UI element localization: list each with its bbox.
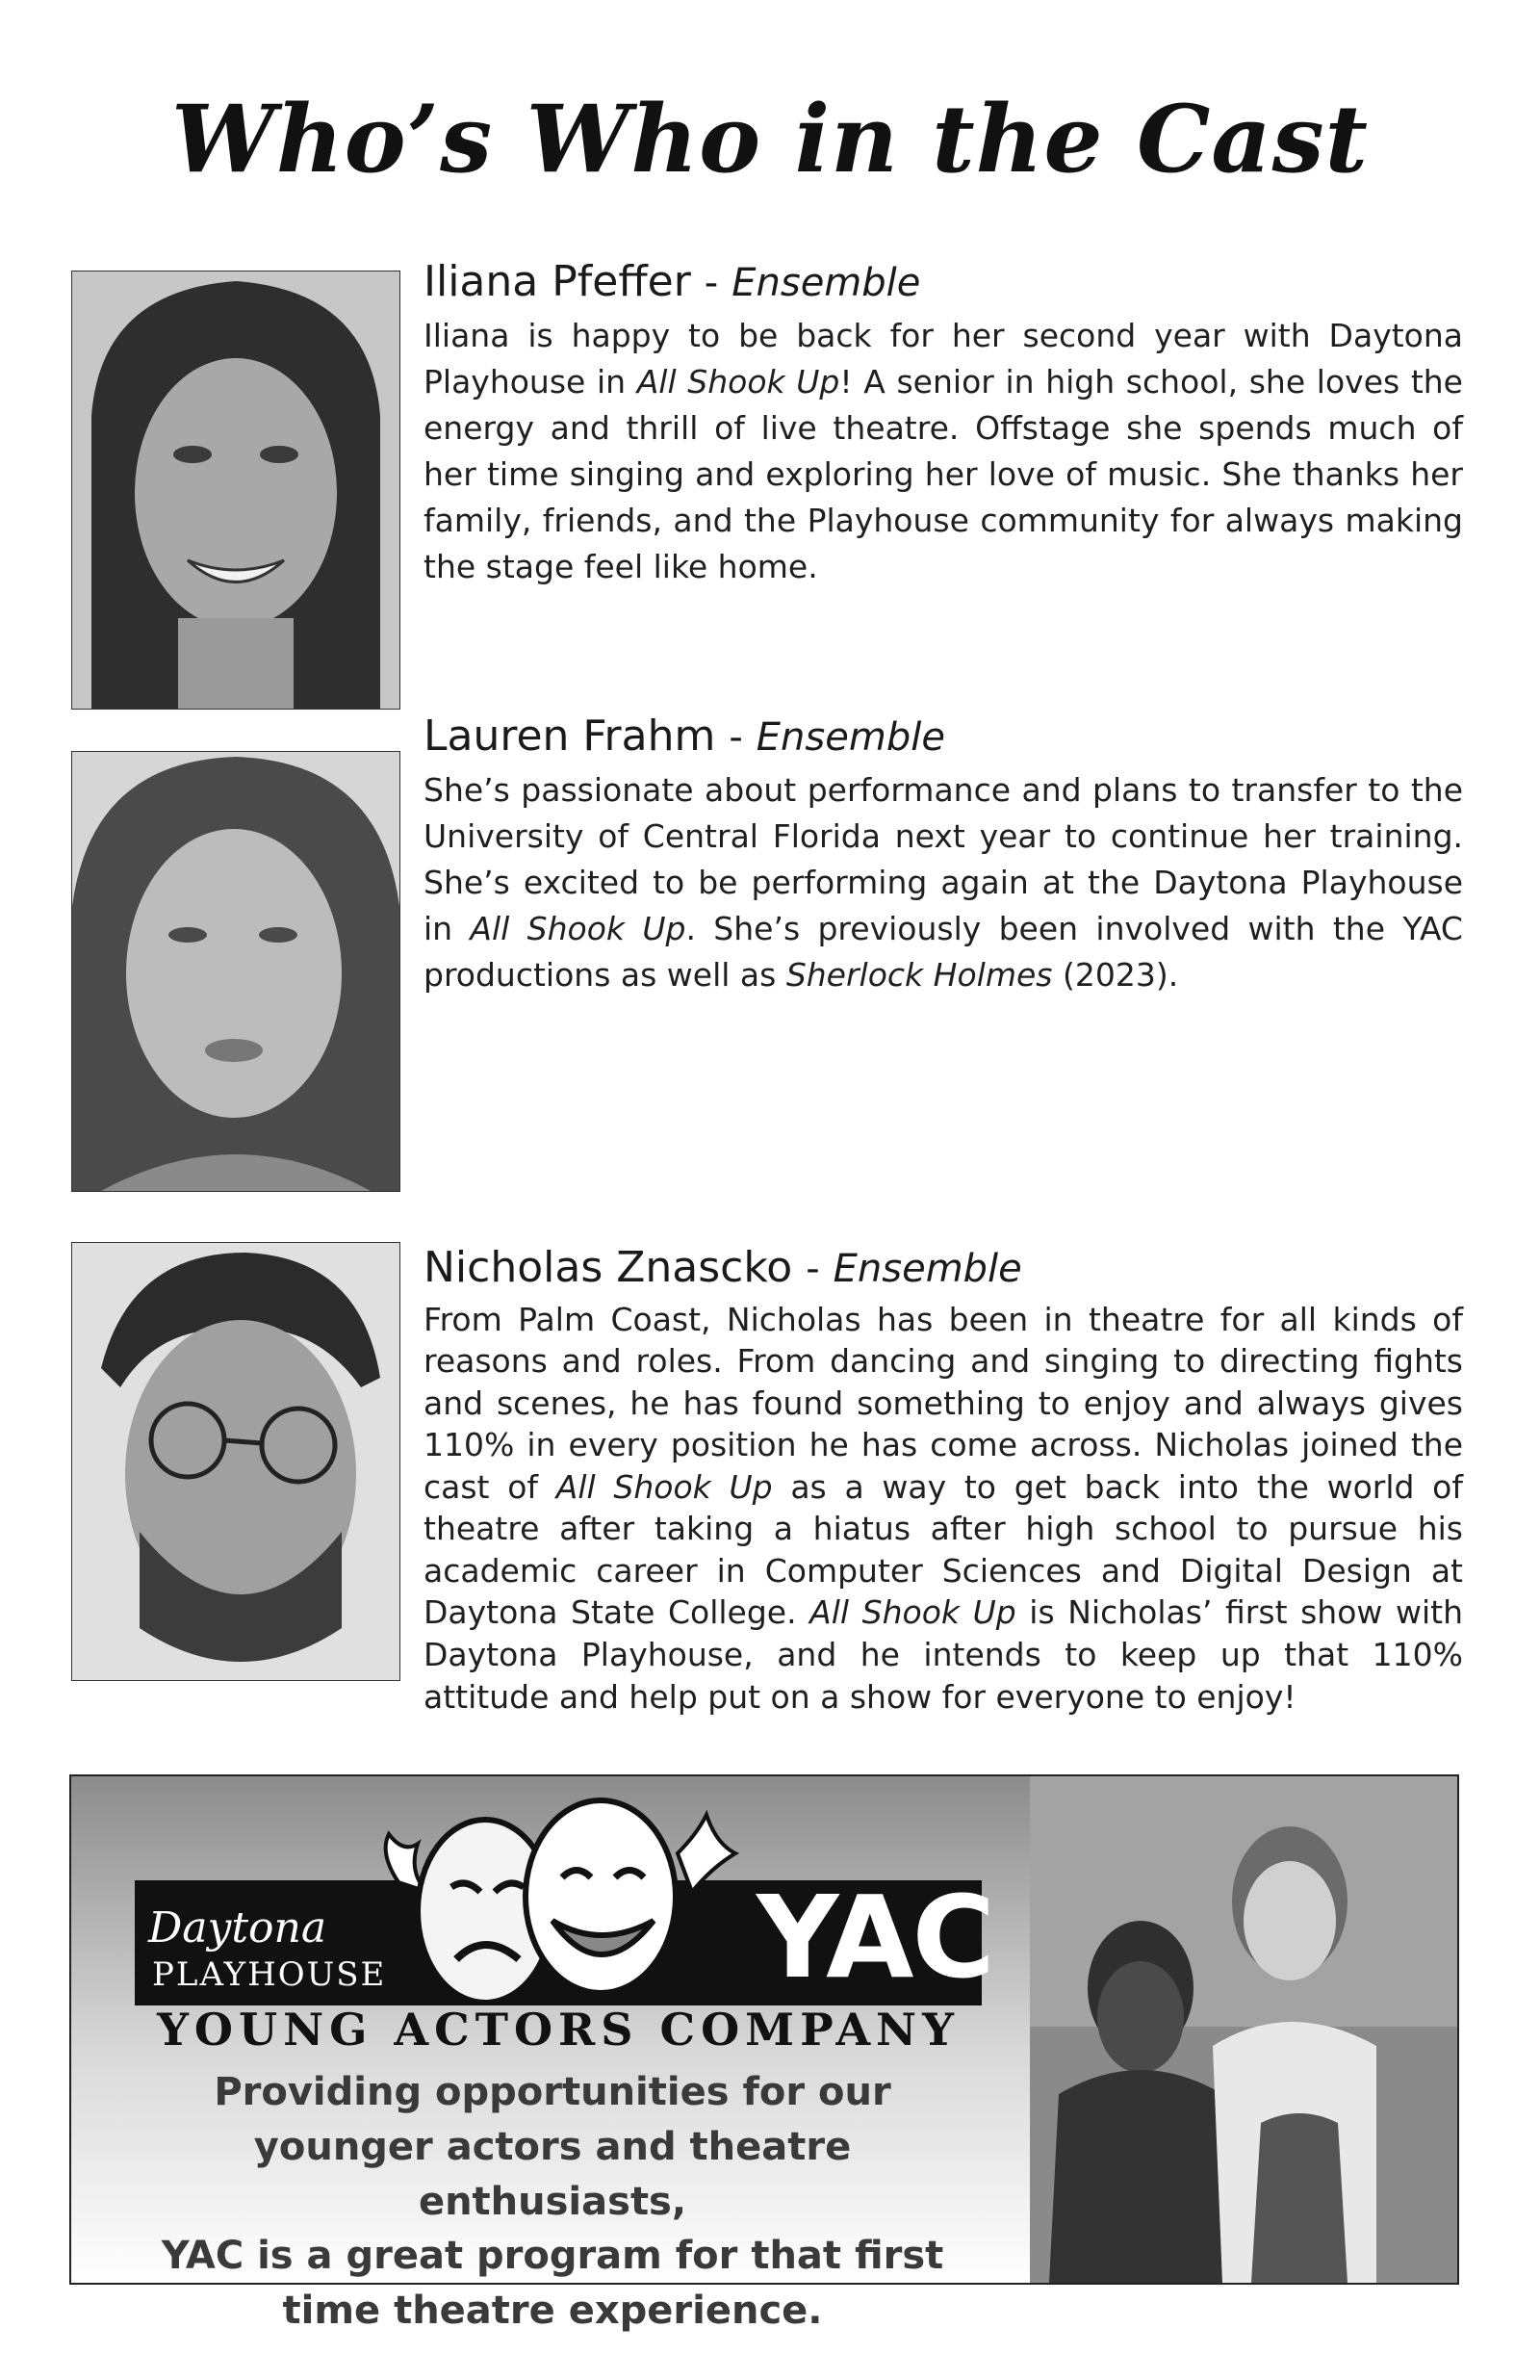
name-separator: - (704, 261, 719, 305)
cast-name-heading (424, 712, 1463, 762)
theatre-masks-icon (360, 1796, 764, 2017)
yac-advertisement (69, 1774, 1459, 2334)
name-separator: - (806, 1247, 820, 1291)
yac-company-name: YOUNG ACTORS COMPANY (157, 2004, 960, 2056)
tagline-line: Providing opportunities for our (214, 2070, 891, 2114)
bio-block-nicholas (424, 1244, 1463, 1718)
tagline-line: time theatre experience. (282, 2289, 823, 2334)
yac-acronym: YAC (757, 1871, 994, 2004)
cast-role: Ensemble (833, 1247, 1022, 1291)
name-separator: - (729, 715, 743, 760)
yac-tagline (139, 2065, 966, 2339)
tagline-line: YAC is a great program for that first (161, 2234, 944, 2279)
page-title: Who’s Who in the Cast (171, 85, 1369, 194)
headshot-iliana (71, 271, 400, 710)
cast-role: Ensemble (732, 261, 921, 305)
bio-block-iliana (424, 258, 1463, 591)
show-title: Sherlock Holmes (785, 956, 1053, 995)
cast-role: Ensemble (756, 715, 945, 760)
playhouse-logo-name: PLAYHOUSE (152, 1955, 387, 1994)
cast-name-heading (424, 1244, 1463, 1293)
cast-bio: She’s passionate about performance and plans to transfer to the University of Central Florida next year to continue her training. She’s excited to be performing again at the Daytona Playhouse in All Shook Up. She’s previously been involved with the YAC productions as well as Sherlock Holmes (2023). (424, 770, 1463, 995)
cast-name: Iliana Pfeffer (424, 257, 691, 306)
show-title: All Shook Up (636, 362, 840, 401)
headshot-nicholas (71, 1242, 400, 1681)
cast-bio: From Palm Coast, Nicholas has been in theatre for all kinds of reasons and roles. From dancing and singing to directing fights and scenes, he has found something to enjoy and always gives 110% in every position he has come across. Nicholas joined the cast of All Shook Up as a way to get back into the world of theatre after taking a hiatus after high school to pursue his academic career in Computer Sciences and Digital Design at Daytona State College. All Shook Up is Nicholas’ first show with Daytona Playhouse, and he intends to keep up that 110% attitude and help put on a show for everyone to enjoy! (424, 1300, 1463, 1716)
yac-ad-left-panel (71, 1776, 1030, 2334)
cast-name: Nicholas Znascko (424, 1243, 793, 1292)
playhouse-logo-script: Daytona (148, 1903, 327, 1953)
show-title: All Shook Up (809, 1593, 1016, 1632)
yac-performance-photo (1030, 1776, 1457, 2283)
bio-block-lauren (424, 712, 1463, 998)
cast-name-heading (424, 258, 1463, 307)
cast-name: Lauren Frahm (424, 711, 716, 761)
show-title: All Shook Up (555, 1467, 773, 1506)
tagline-line: younger actors and theatre enthusiasts, (253, 2124, 852, 2224)
show-title: All Shook Up (470, 910, 686, 948)
cast-bio: Iliana is happy to be back for her second year with Daytona Playhouse in All Shook Up! A senior in high school, she loves the energy and thrill of live theatre. Offstage she spends much of her time singing and exploring her love of music. She thanks her family, friends, and the Playhouse community for always making the stage feel like home. (424, 316, 1463, 586)
headshot-lauren (71, 751, 400, 1192)
